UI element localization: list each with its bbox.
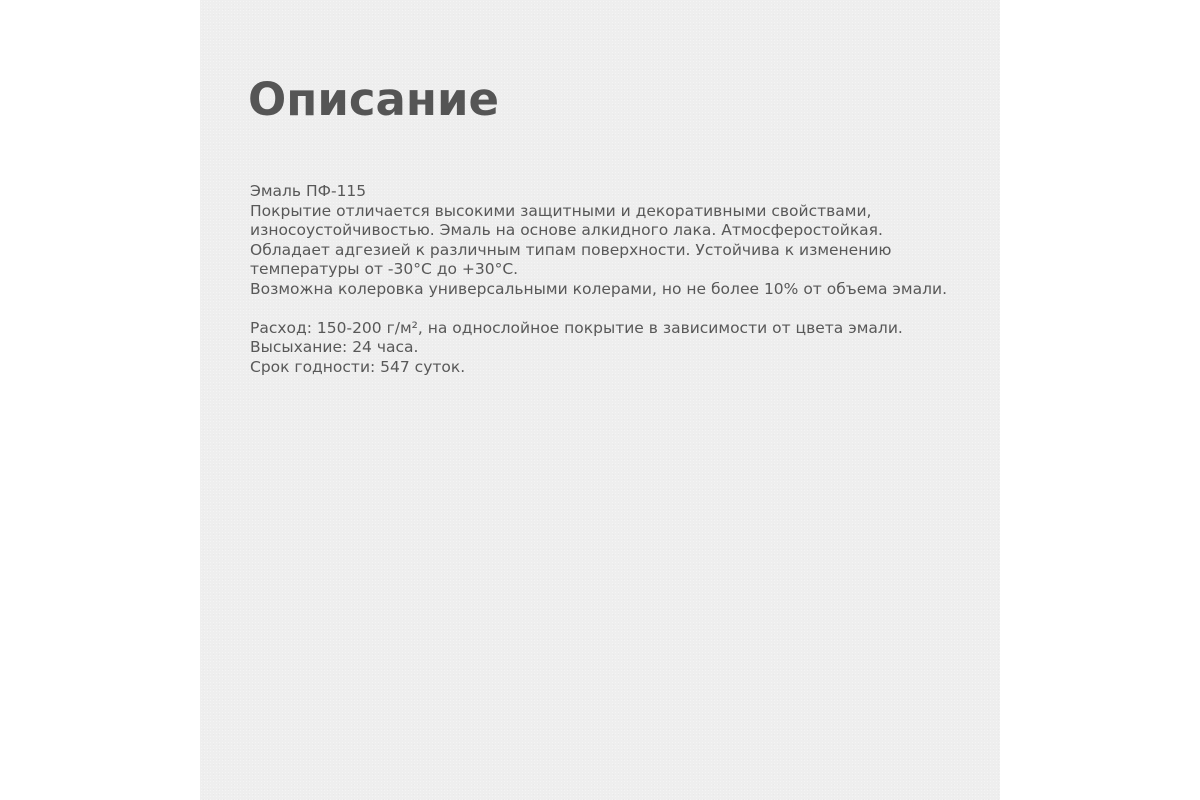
description-line: температуры от -30°C до +30°C. [250, 260, 519, 278]
description-line: износоустойчивостью. Эмаль на основе алкидного лака. Атмосферостойкая. [250, 221, 883, 239]
description-line: Покрытие отличается высокими защитными и декоративными свойствами, [250, 201, 872, 220]
spec-shelf-life: Срок годности: 547 суток. [250, 357, 466, 376]
spec-drying: Высыхание: 24 часа. [250, 338, 419, 356]
description-line: Возможна колеровка универсальными колерами, но не более 10% от объема эмали. [250, 279, 948, 298]
description-panel [200, 0, 1000, 800]
spec-consumption: Расход: 150-200 г/м², на однослойное покрытие в зависимости от цвета эмали. [250, 318, 903, 337]
description-line: Обладает адгезией к различным типам поверхности. Устойчива к изменению [250, 240, 892, 259]
description-body [250, 182, 990, 377]
paragraph-spacer [250, 299, 990, 319]
page-title: Описание [248, 73, 500, 126]
product-name: Эмаль ПФ-115 [250, 182, 367, 200]
